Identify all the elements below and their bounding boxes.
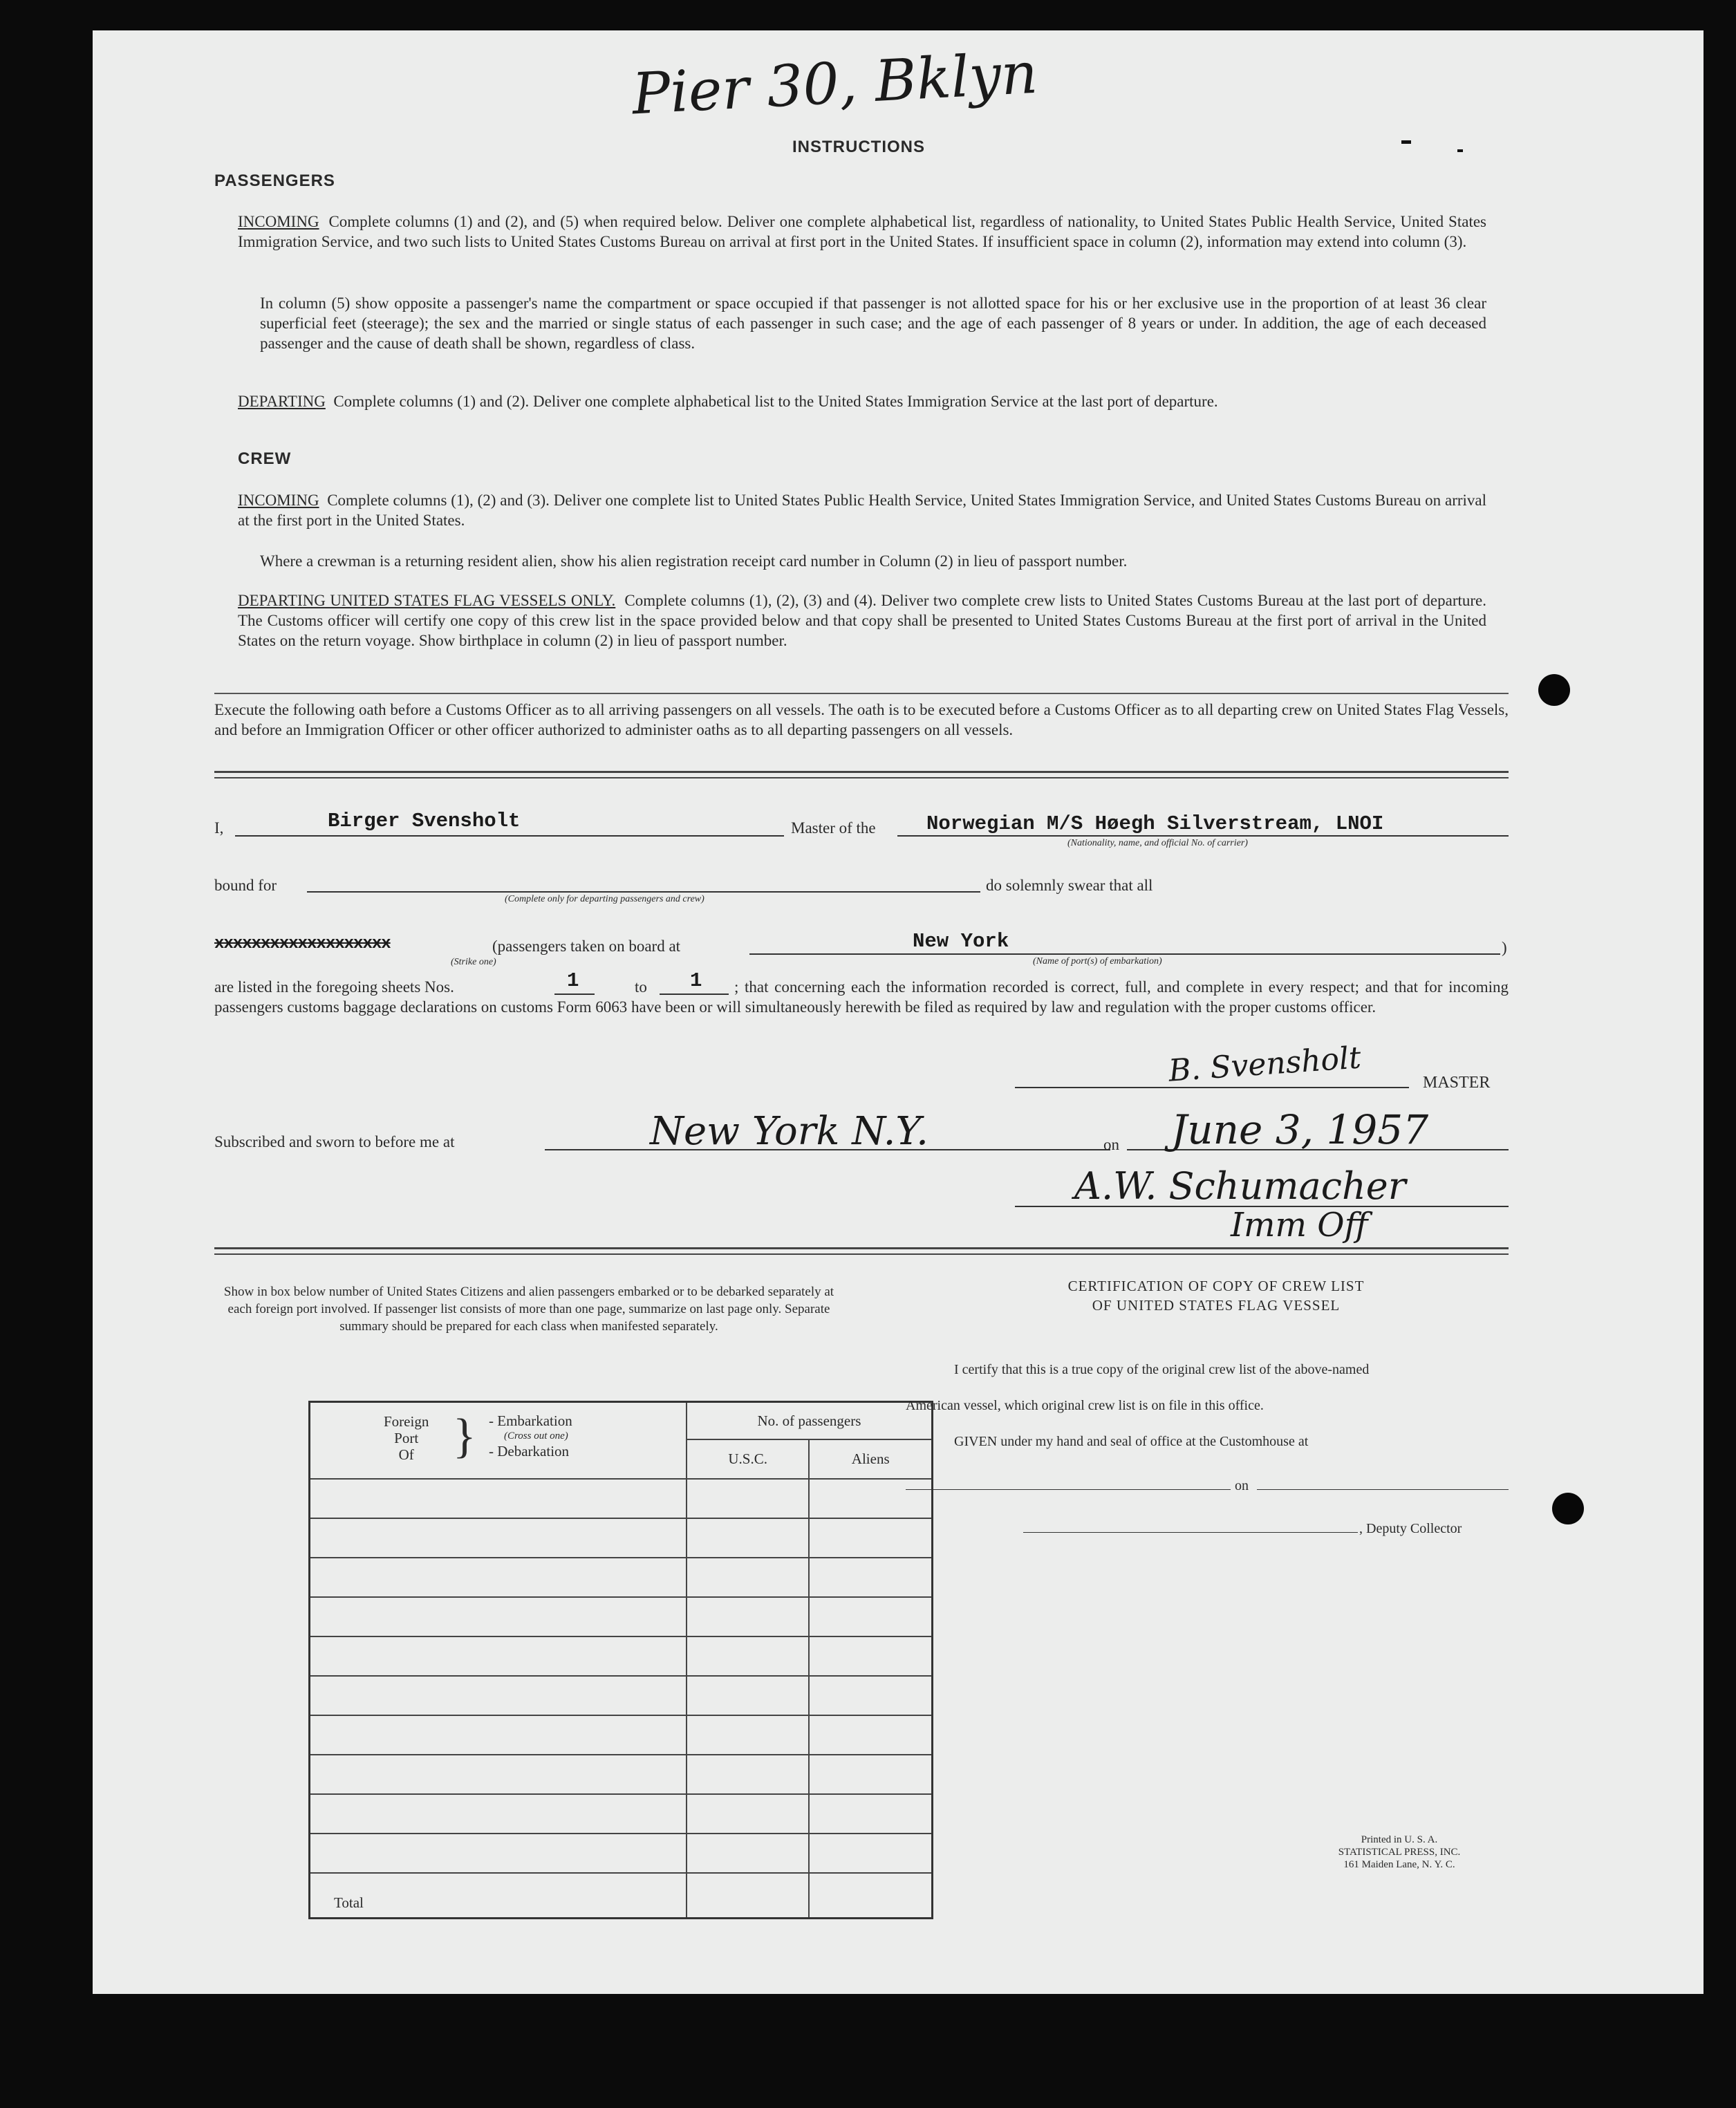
aliens-cell[interactable]	[809, 1834, 932, 1873]
foreign-label: Foreign	[384, 1412, 429, 1430]
sworn-date-field[interactable]: June 3, 1957	[1171, 1106, 1429, 1153]
crew-departing	[238, 590, 1486, 651]
passengers-incoming-text: Complete columns (1) and (2), and (5) when required below. Deliver one complete alphabetical list, regardless of nationality, to United States Public Health Service, United States Immigration Service, and two such lists to United States Customs Bureau on arrival at first port in the United States. If insufficient space in column (2), information may extend into column (3).	[238, 213, 1486, 250]
of-label: Of	[398, 1446, 414, 1463]
sworn-label: Subscribed and sworn to before me at	[214, 1133, 455, 1150]
bound-for-caption: (Complete only for departing passengers and crew)	[505, 894, 704, 904]
usc-cell[interactable]	[687, 1755, 810, 1794]
printer-line1: Printed in U. S. A.	[1361, 1834, 1438, 1845]
cross-out-label: (Cross out one)	[504, 1430, 568, 1442]
deputy-collector-label: , Deputy Collector	[1359, 1521, 1462, 1536]
aliens-cell[interactable]	[809, 1597, 932, 1636]
master-signature-line	[1015, 1087, 1409, 1088]
struck-out-text: xxxxxxxxxxxxxxxxxxx	[214, 935, 391, 953]
foreign-port-of	[384, 1413, 429, 1463]
port-cell[interactable]	[310, 1676, 687, 1715]
summary-instructions: Show in box below number of United States Citizens and alien passengers embarked or to be debarked separately at each foreign port involved. If passenger list consists of more than one page, summarize on last page only. Separate summary should be prepared for each class when manifested separately.	[223, 1285, 834, 1334]
aliens-cell[interactable]	[809, 1715, 932, 1755]
strike-caption: (Strike one)	[451, 957, 496, 967]
total-label: Total	[310, 1873, 687, 1919]
table-row	[310, 1479, 933, 1518]
table-row	[310, 1715, 933, 1755]
master-of-label: Master of the	[791, 819, 876, 837]
port-cell[interactable]	[310, 1558, 687, 1597]
usc-cell[interactable]	[687, 1715, 810, 1755]
oath-intro-text: Execute the following oath before a Customs Officer as to all arriving passengers on all vessels. The oath is to be executed before a Customs Officer as to all departing crew on United States Flag Vessels, and before an Immigration Officer or other officer authorized to administer oaths as to all departing passengers on all vessels.	[214, 701, 1509, 738]
master-label: MASTER	[1423, 1074, 1491, 1092]
table-row	[310, 1636, 933, 1676]
table-row	[310, 1597, 933, 1636]
port-cell[interactable]	[310, 1479, 687, 1518]
cert-date-line[interactable]	[1257, 1489, 1509, 1490]
master-signature: B. Svensholt	[1167, 1040, 1363, 1089]
listed-pre-text: are listed in the foregoing sheets Nos.	[214, 978, 454, 996]
aliens-cell[interactable]	[809, 1518, 932, 1558]
certification-title-line2: OF UNITED STATES FLAG VESSEL	[1092, 1297, 1341, 1314]
passengers-column5-text: In column (5) show opposite a passenger's name the compartment or space occupied if that passenger is not allotted space for his or her exclusive use in the proportion of at least 36 clear superficial feet (steerage); the sex and the married or single status of each passenger in such case; and the age of each passenger of 8 years or under. In addition, the age of each deceased passenger and the cause of death shall be shown, regardless of class.	[260, 295, 1486, 352]
passengers-departing-text: Complete columns (1) and (2). Deliver one complete alphabetical list to the United States Immigration Service at the last port of departure.	[333, 393, 1218, 410]
port-field[interactable]: New York	[913, 930, 1009, 953]
table-row	[310, 1518, 933, 1558]
passengers-heading: PASSENGERS	[214, 171, 335, 190]
printer-line3: 161 Maiden Lane, N. Y. C.	[1343, 1859, 1455, 1870]
port-caption: (Name of port(s) of embarkation)	[1033, 956, 1162, 967]
divider	[214, 693, 1509, 694]
debarkation-label: - Debarkation	[489, 1442, 570, 1459]
port-cell[interactable]	[310, 1518, 687, 1558]
double-divider	[214, 1247, 1509, 1249]
stray-mark	[1401, 140, 1411, 144]
vessel-field[interactable]: Norwegian M/S Høegh Silverstream, LNOI	[926, 812, 1384, 835]
port-cell[interactable]	[310, 1636, 687, 1676]
usc-cell[interactable]	[687, 1794, 810, 1834]
on-label: on	[1103, 1136, 1119, 1153]
aliens-header: Aliens	[809, 1439, 932, 1479]
close-paren: )	[1502, 939, 1507, 956]
passenger-summary-table	[308, 1401, 933, 1919]
double-divider	[214, 777, 1509, 778]
double-divider	[214, 1253, 1509, 1255]
deputy-collector-line[interactable]	[1023, 1532, 1358, 1533]
brace-icon: }	[453, 1409, 476, 1463]
officer-title: Imm Off	[1231, 1206, 1368, 1244]
port-line	[749, 953, 1500, 955]
passengers-incoming-label: INCOMING	[238, 213, 319, 230]
bound-for-field[interactable]	[307, 873, 980, 891]
certify-line1: I certify that this is a true copy of the original crew list of the above-named	[954, 1362, 1370, 1377]
table-row	[310, 1834, 933, 1873]
vessel-line	[897, 835, 1509, 837]
certification-title	[998, 1276, 1434, 1315]
aliens-cell[interactable]	[809, 1676, 932, 1715]
table-row	[310, 1676, 933, 1715]
total-usc-cell[interactable]	[687, 1873, 810, 1919]
table-row	[310, 1558, 933, 1597]
master-name-field[interactable]: Birger Svensholt	[328, 810, 521, 832]
bound-for-label: bound for	[214, 877, 277, 894]
bound-for-line	[307, 891, 980, 893]
aliens-cell[interactable]	[809, 1755, 932, 1794]
usc-cell[interactable]	[687, 1636, 810, 1676]
usc-cell[interactable]	[687, 1676, 810, 1715]
crew-departing-label: DEPARTING UNITED STATES FLAG VESSELS ONLY.	[238, 592, 616, 609]
aliens-cell[interactable]	[809, 1558, 932, 1597]
form-sheet	[93, 30, 1704, 1994]
aliens-cell[interactable]	[809, 1479, 932, 1518]
table-row	[310, 1755, 933, 1794]
usc-cell[interactable]	[687, 1518, 810, 1558]
passengers-incoming	[238, 212, 1486, 252]
crew-incoming	[238, 490, 1486, 530]
stray-mark	[1457, 149, 1463, 152]
punch-hole	[1538, 674, 1570, 706]
port-cell[interactable]	[310, 1715, 687, 1755]
handwritten-pier-note: Pier 30, Bklyn	[630, 40, 1040, 128]
foreign-port-header	[310, 1402, 687, 1480]
sheet-from-field[interactable]: 1	[567, 969, 579, 992]
usc-cell[interactable]	[687, 1597, 810, 1636]
port-cell[interactable]	[310, 1834, 687, 1873]
aliens-cell[interactable]	[809, 1794, 932, 1834]
usc-cell[interactable]	[687, 1834, 810, 1873]
master-name-line	[235, 835, 784, 837]
certification-title-line1: CERTIFICATION OF COPY OF CREW LIST	[1067, 1278, 1365, 1294]
aliens-cell[interactable]	[809, 1636, 932, 1676]
passengers-taken-label: (passengers taken on board at	[492, 938, 681, 955]
port-cell[interactable]	[310, 1755, 687, 1794]
officer-signature: A.W. Schumacher	[1074, 1164, 1406, 1208]
to-label: to	[635, 978, 647, 996]
no-of-passengers-header: No. of passengers	[687, 1402, 933, 1440]
usc-cell[interactable]	[687, 1558, 810, 1597]
vessel-caption: (Nationality, name, and official No. of carrier)	[1067, 838, 1248, 848]
passengers-departing	[238, 391, 1486, 411]
usc-cell[interactable]	[687, 1479, 810, 1518]
customhouse-line[interactable]	[906, 1489, 1231, 1490]
table-row	[310, 1794, 933, 1834]
total-aliens-cell[interactable]	[809, 1873, 932, 1919]
printer-line2: STATISTICAL PRESS, INC.	[1338, 1847, 1461, 1858]
listed-post-text: ; that concerning each the information recorded is correct, full, and complete in every respect; and that for incoming passengers customs baggage declarations on customs Form 6063 have been or will simultaneously herewith be filed as required by law and regulation with the proper customs officer.	[214, 978, 1509, 1016]
crew-incoming-label: INCOMING	[238, 492, 319, 509]
double-divider	[214, 771, 1509, 773]
printer-imprint	[1296, 1834, 1503, 1871]
embark-debark	[489, 1413, 572, 1459]
port-label: Port	[394, 1429, 419, 1446]
oath-i-label: I,	[214, 819, 224, 837]
crew-resident-text: Where a crewman is a returning resident alien, show his alien registration receipt card number in Column (2) in lieu of passport number.	[260, 552, 1128, 570]
sworn-place-field[interactable]: New York N.Y.	[650, 1109, 928, 1154]
usc-header: U.S.C.	[687, 1439, 810, 1479]
certify-line2: American vessel, which original crew list is on file in this office.	[906, 1398, 1264, 1413]
crew-departing-text: Complete columns (1), (2), (3) and (4). Deliver two complete crew lists to United States Customs Bureau at the last port of departure. The Customs officer will certify one copy of this crew list in the space provided below and that copy shall be presented to United States Customs Bureau at the first port of arrival in the United States on the return voyage. Show birthplace in column (2) in lieu of passport number.	[238, 592, 1487, 649]
swear-label: do solemnly swear that all	[986, 877, 1153, 894]
punch-hole	[1552, 1493, 1584, 1524]
instructions-title: INSTRUCTIONS	[792, 138, 925, 156]
crew-heading: CREW	[238, 449, 292, 468]
port-cell[interactable]	[310, 1597, 687, 1636]
port-cell[interactable]	[310, 1794, 687, 1834]
total-row	[310, 1873, 933, 1919]
embarkation-label: - Embarkation	[489, 1412, 572, 1429]
sheet-to-field[interactable]: 1	[690, 969, 702, 992]
cert-on-label: on	[1235, 1478, 1249, 1493]
given-text: GIVEN under my hand and seal of office at the Customhouse at	[954, 1434, 1309, 1449]
crew-incoming-text: Complete columns (1), (2) and (3). Deliver one complete list to United States Public Health Service, United States Immigration Service, and United States Customs Bureau on arrival at the first port in the United States.	[238, 492, 1486, 529]
passengers-departing-label: DEPARTING	[238, 393, 326, 410]
